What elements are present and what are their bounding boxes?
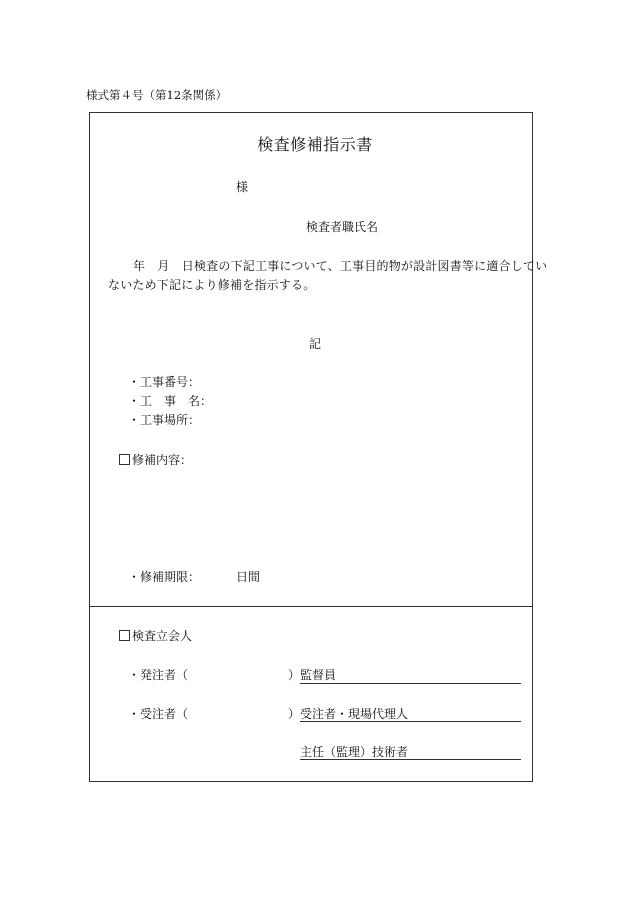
section-divider xyxy=(89,606,533,607)
site-agent-label: 受注者・現場代理人 xyxy=(300,707,409,721)
supervisor-label: 監督員 xyxy=(300,668,337,682)
chief-engineer-label: 主任（監理）技術者 xyxy=(300,745,409,759)
instruction-text-line-2: ないため下記により修補を指示する。 xyxy=(108,278,316,292)
site-agent-signature-line[interactable] xyxy=(300,721,521,722)
work-number-label: ・工事番号： xyxy=(128,375,201,389)
repair-content-row xyxy=(119,454,192,466)
chief-engineer-signature-line[interactable] xyxy=(300,759,521,760)
contractor-close-paren: ） xyxy=(288,707,301,721)
witness-row xyxy=(119,630,192,642)
witness-checkbox[interactable] xyxy=(119,630,130,641)
orderer-label: ・発注者（ xyxy=(128,668,189,682)
supervisor-signature-line[interactable] xyxy=(300,683,521,684)
inspector-name-label: 検査者職氏名 xyxy=(306,220,379,234)
document-title: 検査修補指示書 xyxy=(257,135,373,154)
work-name-label: ・工 事 名： xyxy=(128,394,213,408)
form-reference: 様式第４号（第12条関係） xyxy=(86,88,228,102)
instruction-text-line-1: 年 月 日検査の下記工事について、工事目的物が設計図書等に適合してい xyxy=(133,259,548,273)
note-heading: 記 xyxy=(308,337,321,351)
repair-content-label: 修補内容： xyxy=(132,453,193,467)
contractor-label: ・受注者（ xyxy=(128,707,189,721)
work-place-label: ・工事場所： xyxy=(128,413,201,427)
addressee-suffix: 様 xyxy=(236,180,249,194)
repair-content-checkbox[interactable] xyxy=(119,454,130,465)
orderer-close-paren: ） xyxy=(288,668,301,682)
witness-label: 検査立会人 xyxy=(132,629,193,643)
repair-period-label: ・修補期限： xyxy=(128,570,201,584)
repair-period-unit: 日間 xyxy=(236,570,261,584)
